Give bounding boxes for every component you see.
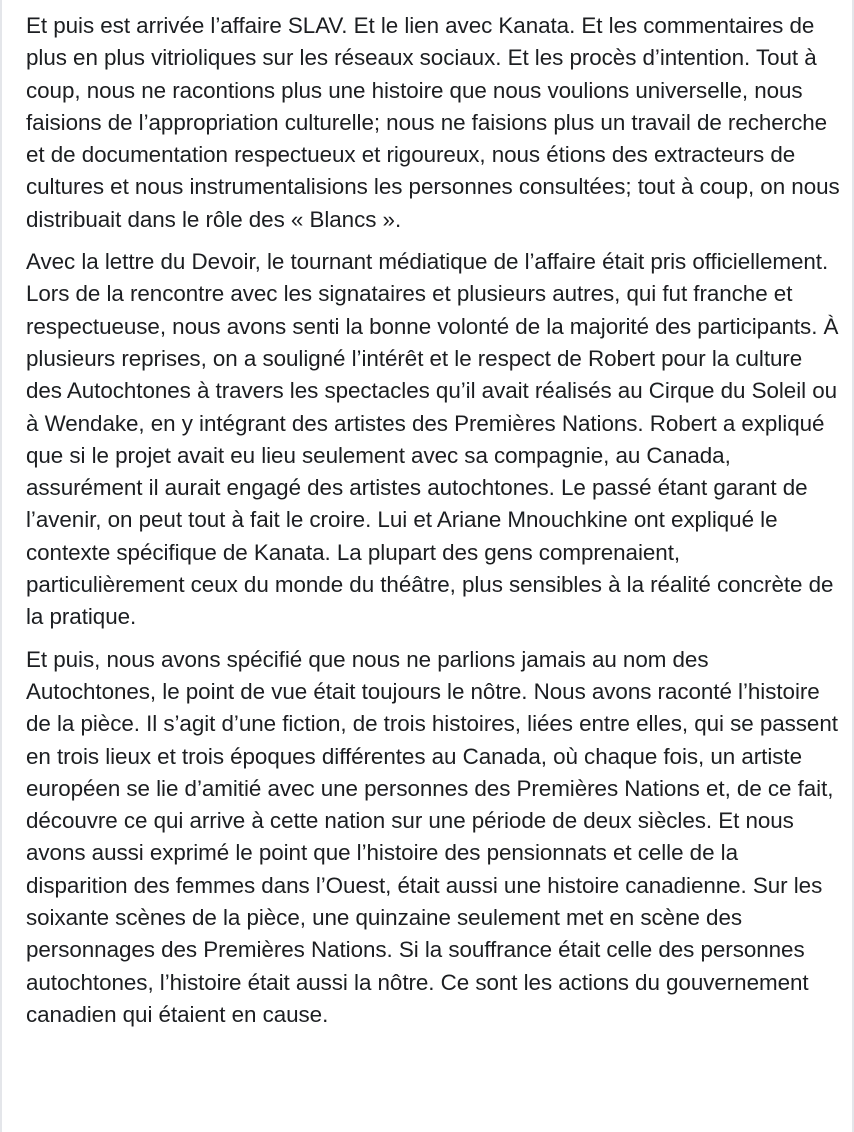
paragraph-3: Et puis, nous avons spécifié que nous ne parlions jamais au nom des Autochtones, le point de vue était toujours le nôtre. Nous avons raconté l’histoire de la pièce. Il s’agit d’une fiction, de trois histoires, liées entre elles, qui se passent en trois lieux et trois époques différentes au Canada, où chaque fois, un artiste européen se lie d’amitié avec une personnes des Premières Nations et, de ce fait, découvre ce qui arrive à cette nation sur une période de deux siècles. Et nous avons aussi exprimé le point que l’histoire des pensionnats et celle de la disparition des femmes dans l’Ouest, était aussi une histoire canadienne. Sur les soixante scènes de la pièce, une quinzaine seulement met en scène des personnages des Premières Nations. Si la souffrance était celle des personnes autochtones, l’histoire était aussi la nôtre. Ce sont les actions du gouvernement canadien qui étaient en cause. — [26, 646, 838, 1027]
post-text-body — [26, 10, 840, 1031]
paragraph-2: Avec la lettre du Devoir, le tournant médiatique de l’affaire était pris officiellement. Lors de la rencontre avec les signataires et plusieurs autres, qui fut franche et respectueuse, nous avons senti la bonne volonté de la majorité des participants. À plusieurs reprises, on a souligné l’intérêt et le respect de Robert pour la culture des Autochtones à travers les spectacles qu’il avait réalisés au Cirque du Soleil ou à Wendake, en y intégrant des artistes des Premières Nations. Robert a expliqué que si le projet avait eu lieu seulement avec sa compagnie, au Canada, assurément il aurait engagé des artistes autochtones. Le passé étant garant de l’avenir, on peut tout à fait le croire. Lui et Ariane Mnouchkine ont expliqué le contexte spécifique de Kanata. La plupart des gens comprenaient, particulièrement ceux du monde du théâtre, plus sensibles à la réalité concrète de la pratique. — [26, 249, 839, 630]
paragraph-1: Et puis est arrivée l’affaire SLAV. Et le lien avec Kanata. Et les commentaires de plus en plus vitrioliques sur les réseaux sociaux. Et les procès d’intention. Tout à coup, nous ne racontions plus une histoire que nous voulions universelle, nous faisions de l’appropriation culturelle; nous ne faisions plus un travail de recherche et de documentation respectueux et rigoureux, nous étions des extracteurs de cultures et nous instrumentalisions les personnes consultées; tout à coup, on nous distribuait dans le rôle des « Blancs ». — [26, 13, 840, 232]
